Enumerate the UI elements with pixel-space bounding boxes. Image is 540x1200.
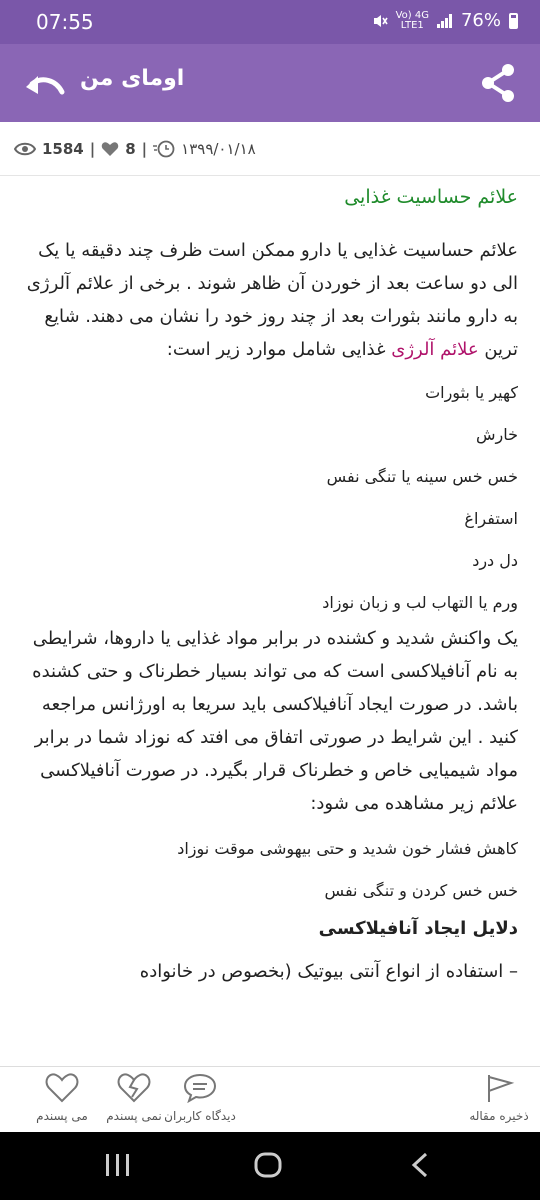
like-count: 8 <box>125 139 136 158</box>
intro-text: علائم حساسیت غذایی یا دارو ممکن است ظرف چند دقیقه یا یک الی دو ساعت بعد از خوردن آن ظاهر شوند . برخی از علائم آلرژی به دارو مانند بثورات بعد از چند روز خود را نشان می دهند. شایع ترین <box>26 240 518 360</box>
meta-separator: | <box>141 139 148 158</box>
back-nav-icon[interactable] <box>408 1152 432 1178</box>
cutoff-text: – استفاده از انواع آنتی بیوتیک (بخصوص در خانواده <box>139 961 518 982</box>
meta-separator: | <box>89 139 96 158</box>
anaphylaxis-symptom-item: خس خس کردن و تنگی نفس <box>324 881 518 900</box>
clock-icon <box>153 140 175 158</box>
eye-icon <box>14 142 36 156</box>
status-time: 07:55 <box>36 10 94 34</box>
status-icons <box>372 10 518 31</box>
comment-bubble-icon <box>183 1073 217 1103</box>
anaphylaxis-paragraph: یک واکنش شدید و کشنده در برابر مواد غذایی یا داروها، شرایطی به نام آنافیلاکسی است که می تواند بسیار خطرناک و حتی کشنده باشد. در صورت ایجاد آنافیلاکسی باید سریعا به اورژانس مراجعه کنید . این شرایط در صورتی اتفاق می افتد که نوزاد شما در برابر مواد شیمیایی خاص و خطرناک قرار بگیرد. در صورت آنافیلاکسی علائم زیر مشاهده می شود: <box>32 628 518 814</box>
mute-icon <box>372 13 388 29</box>
home-icon[interactable] <box>254 1152 282 1178</box>
view-count: 1584 <box>42 139 84 158</box>
app-bar <box>0 44 540 122</box>
recent-apps-icon[interactable] <box>104 1152 132 1178</box>
signal-icon <box>437 14 453 28</box>
battery-percent: 76% <box>460 10 501 31</box>
app-title: اومای من <box>80 66 185 91</box>
symptom-item: خس خس سینه یا تنگی نفس <box>326 467 518 486</box>
broken-heart-icon <box>117 1073 151 1103</box>
section-subheading: دلایل ایجاد آنافیلاکسی <box>318 918 518 939</box>
save-label: ذخیره مقاله <box>469 1109 529 1123</box>
anaphylaxis-symptom-item: کاهش فشار خون شدید و حتی بیهوشی موقت نوزاد <box>177 839 518 858</box>
like-label: می پسندم <box>36 1109 88 1123</box>
symptom-item: کهیر یا بثورات <box>425 383 518 402</box>
save-article-button[interactable] <box>466 1073 532 1123</box>
network-label: Vo) 4G LTE1 <box>395 9 429 31</box>
like-button[interactable] <box>20 1073 104 1123</box>
system-navigation-bar <box>0 1132 540 1200</box>
article-content <box>22 176 518 1066</box>
comments-button[interactable] <box>160 1073 240 1123</box>
section-heading: علائم حساسیت غذایی <box>344 186 518 208</box>
back-arrow-icon[interactable] <box>22 70 66 100</box>
comments-label: دیدگاه کاربران <box>164 1109 236 1123</box>
intro-paragraph <box>22 234 518 366</box>
article-action-bar <box>0 1066 540 1133</box>
status-bar <box>0 0 540 44</box>
symptom-item: استفراغ <box>464 509 518 528</box>
publish-date: ۱۳۹۹/۰۱/۱۸ <box>181 139 256 158</box>
symptom-item: دل درد <box>472 551 518 570</box>
symptom-item: خارش <box>475 425 518 444</box>
allergy-symptoms-link[interactable]: علائم آلرژی <box>391 339 479 360</box>
flag-icon <box>482 1073 516 1103</box>
heart-outline-icon <box>45 1073 79 1103</box>
symptom-item: ورم یا التهاب لب و زبان نوزاد <box>322 593 518 612</box>
dislike-label: نمی پسندم <box>106 1109 162 1123</box>
battery-icon <box>509 13 518 29</box>
intro-text-end: غذایی شامل موارد زیر است: <box>166 339 392 360</box>
article-meta <box>0 122 540 176</box>
heart-icon <box>101 141 119 157</box>
share-icon[interactable] <box>478 62 520 104</box>
